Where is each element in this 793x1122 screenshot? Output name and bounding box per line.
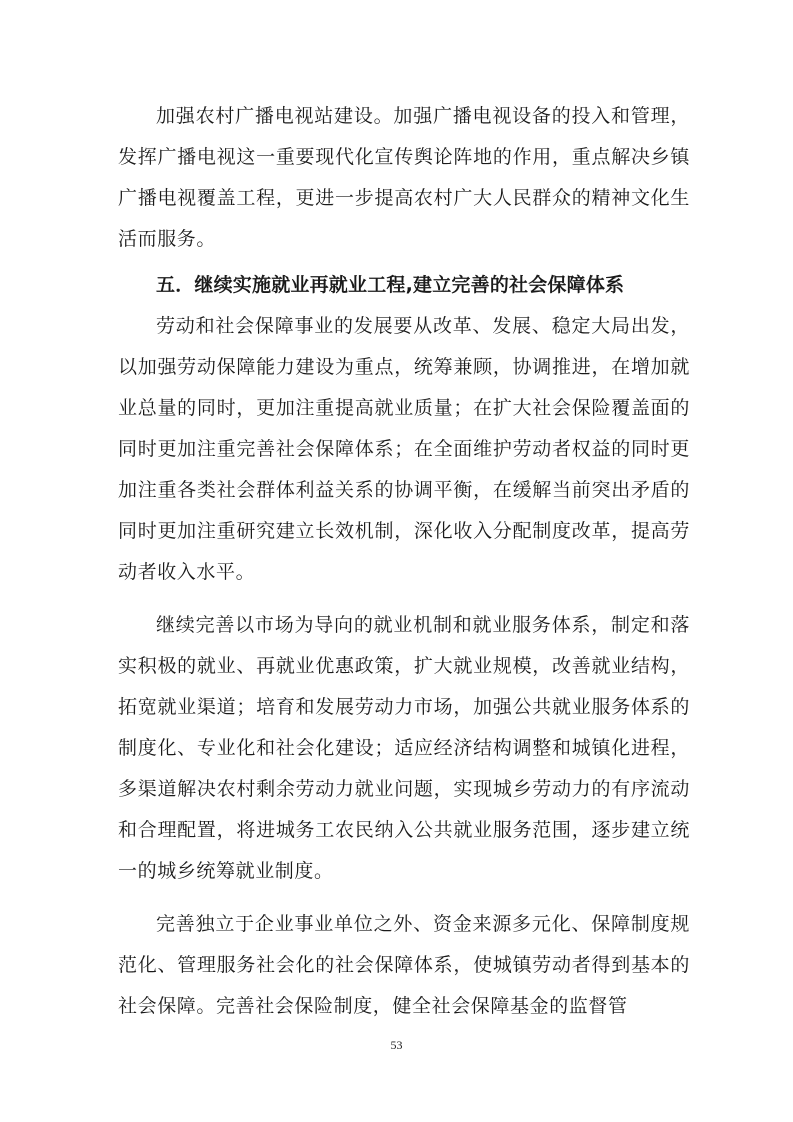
paragraph-employment-mechanism: 继续完善以市场为导向的就业机制和就业服务体系，制定和落实积极的就业、再就业优惠政策，扩大就业规模，改善就业结构，拓宽就业渠道；培育和发展劳动力市场，加强公共就业服务体系的制度化、专业化和社会化建设；适应经济结构调整和城镇化进程，多渠道解决农村剩余劳动力就业问题，实现城乡劳动力的有序流动和合理配置，将进城务工农民纳入公共就业服务范围，逐步建立统一的城乡统筹就业制度。: [118, 614, 690, 882]
page-number: 53: [390, 1038, 403, 1052]
paragraph-broadcast-stations: 加强农村广播电视站建设。加强广播电视设备的投入和管理，发挥广播电视这一重要现代化宣传舆论阵地的作用，重点解决乡镇广播电视覆盖工程，更进一步提高农村广大人民群众的精神文化生活而服务。: [118, 105, 690, 250]
section-heading-employment-social-security: 五．继续实施就业再就业工程,建立完善的社会保障体系: [156, 274, 625, 296]
paragraph-labor-social-security: 劳动和社会保障事业的发展要从改革、发展、稳定大局出发，以加强劳动保障能力建设为重点，统筹兼顾，协调推进，在增加就业总量的同时，更加注重提高就业质量；在扩大社会保险覆盖面的同时更加注重完善社会保障体系；在全面维护劳动者权益的同时更加注重各类社会群体利益关系的协调平衡，在缓解当前突出矛盾的同时更加注重研究建立长效机制，深化收入分配制度改革，提高劳动者收入水平。: [118, 315, 690, 583]
page-body: [118, 96, 690, 1027]
paragraph-social-security-system: 完善独立于企业事业单位之外、资金来源多元化、保障制度规范化、管理服务社会化的社会保障体系，使城镇劳动者得到基本的社会保障。完善社会保险制度，健全社会保障基金的监督管: [118, 913, 690, 1017]
